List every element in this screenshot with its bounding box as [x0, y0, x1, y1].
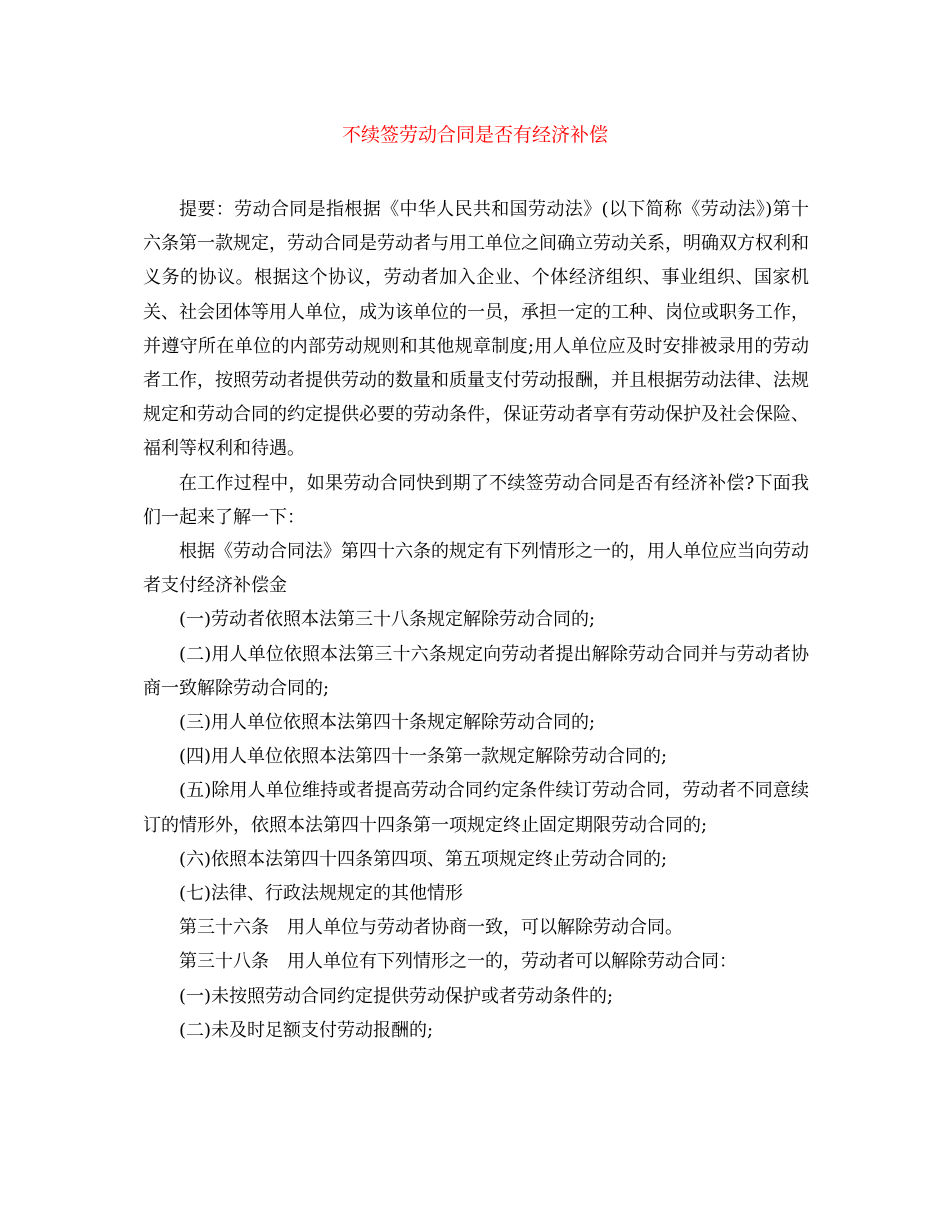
- paragraph-article-46: 根据《劳动合同法》第四十六条的规定有下列情形之一的，用人单位应当向劳动者支付经济补偿金: [143, 541, 809, 597]
- list-item: (三)用人单位依照本法第四十条规定解除劳动合同的;: [179, 712, 596, 734]
- list-item: (四)用人单位依照本法第四十一条第一款规定解除劳动合同的;: [179, 746, 668, 768]
- list-item: (七)法律、行政法规规定的其他情形: [179, 883, 464, 905]
- list-item: (二)用人单位依照本法第三十六条规定向劳动者提出解除劳动合同并与劳动者协商一致解除劳动合同的;: [143, 643, 809, 699]
- document-body: [143, 193, 809, 1048]
- paragraph-article-38: 第三十八条 用人单位有下列情形之一的，劳动者可以解除劳动合同：: [179, 951, 737, 973]
- list-item: (六)依照本法第四十四条第四项、第五项规定终止劳动合同的;: [179, 848, 668, 870]
- document-title: 不续签劳动合同是否有经济补偿: [341, 124, 608, 146]
- list-item: (一)未按照劳动合同约定提供劳动保护或者劳动条件的;: [179, 985, 614, 1007]
- paragraph-article-36: 第三十六条 用人单位与劳动者协商一致，可以解除劳动合同。: [179, 917, 683, 939]
- paragraph-intro-question: 在工作过程中，如果劳动合同快到期了不续签劳动合同是否有经济补偿?下面我们一起来了解一下：: [143, 472, 809, 528]
- list-item: (一)劳动者依照本法第三十八条规定解除劳动合同的;: [179, 609, 596, 631]
- list-item: (二)未及时足额支付劳动报酬的;: [179, 1019, 434, 1041]
- paragraph-summary: 提要：劳动合同是指根据《中华人民共和国劳动法》(以下简称《劳动法》)第十六条第一款规定，劳动合同是劳动者与用工单位之间确立劳动关系，明确双方权利和义务的协议。根据这个协议，劳动者加入企业、个体经济组织、事业组织、国家机关、社会团体等用人单位，成为该单位的一员，承担一定的工种、岗位或职务工作，并遵守所在单位的内部劳动规则和其他规章制度;用人单位应及时安排被录用的劳动者工作，按照劳动者提供劳动的数量和质量支付劳动报酬，并且根据劳动法律、法规规定和劳动合同的约定提供必要的劳动条件，保证劳动者享有劳动保护及社会保险、福利等权利和待遇。: [143, 199, 809, 460]
- list-item: (五)除用人单位维持或者提高劳动合同约定条件续订劳动合同，劳动者不同意续订的情形外，依照本法第四十四条第一项规定终止固定期限劳动合同的;: [143, 780, 809, 836]
